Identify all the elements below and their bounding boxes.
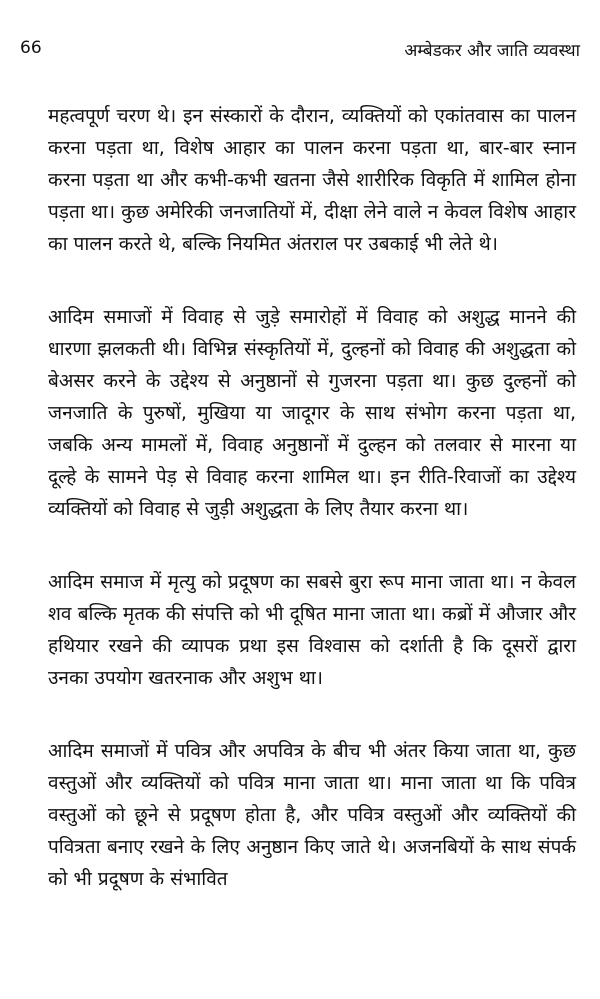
paragraph-1: महत्वपूर्ण चरण थे। इन संस्कारों के दौरान, व्यक्तियों को एकांतवास का पालन करना पड़ता था, विशेष आहार का पालन करना पड़ता था, बार-बार स्नान करना पड़ता था और कभी-कभी खतना जैसे शारीरिक विकृति में शामिल होना पड़ता था। कुछ अमेरिकी जनजातियों में, दीक्षा लेने वाले न केवल विशेष आहार का पालन करते थे, बल्कि नियमित अंतराल पर उबकाई भी लेते थे। [48, 105, 576, 255]
paragraph-4: आदिम समाजों में पवित्र और अपवित्र के बीच भी अंतर किया जाता था, कुछ वस्तुओं और व्यक्तियों को पवित्र माना जाता था। माना जाता था कि पवित्र वस्तुओं को छूने से प्रदूषण होता है, और पवित्र वस्तुओं और व्यक्तियों की पवित्रता बनाए रखने के लिए अनुष्ठान किए जाते थे। अजनबियों के साथ संपर्क को भी प्रदूषण के संभावित [48, 740, 576, 890]
body-text [48, 100, 576, 895]
page-header [20, 38, 580, 68]
paragraph-3: आदिम समाज में मृत्यु को प्रदूषण का सबसे बुरा रूप माना जाता था। न केवल शव बल्कि मृतक की संपत्ति को भी दूषित माना जाता था। कब्रों में औजार और हथियार रखने की व्यापक प्रथा इस विश्वास को दर्शाती है कि दूसरों द्वारा उनका उपयोग खतरनाक और अशुभ था। [48, 571, 576, 689]
running-title: अम्बेडकर और जाति व्यवस्था [404, 41, 580, 61]
page-number: 66 [20, 38, 42, 58]
paragraph-2: आदिम समाजों में विवाह से जुड़े समारोहों में विवाह को अशुद्ध मानने की धारणा झलकती थी। विभिन्न संस्कृतियों में, दुल्हनों को विवाह की अशुद्धता को बेअसर करने के उद्देश्य से अनुष्ठानों से गुजरना पड़ता था। कुछ दुल्हनों को जनजाति के पुरुषों, मुखिया या जादूगर के साथ संभोग करना पड़ता था, जबकि अन्य मामलों में, विवाह अनुष्ठानों में दुल्हन को तलवार से मारना या दूल्हे के सामने पेड़ से विवाह करना शामिल था। इन रीति-रिवाजों का उद्देश्य व्यक्तियों को विवाह से जुड़ी अशुद्धता के लिए तैयार करना था। [48, 306, 576, 520]
